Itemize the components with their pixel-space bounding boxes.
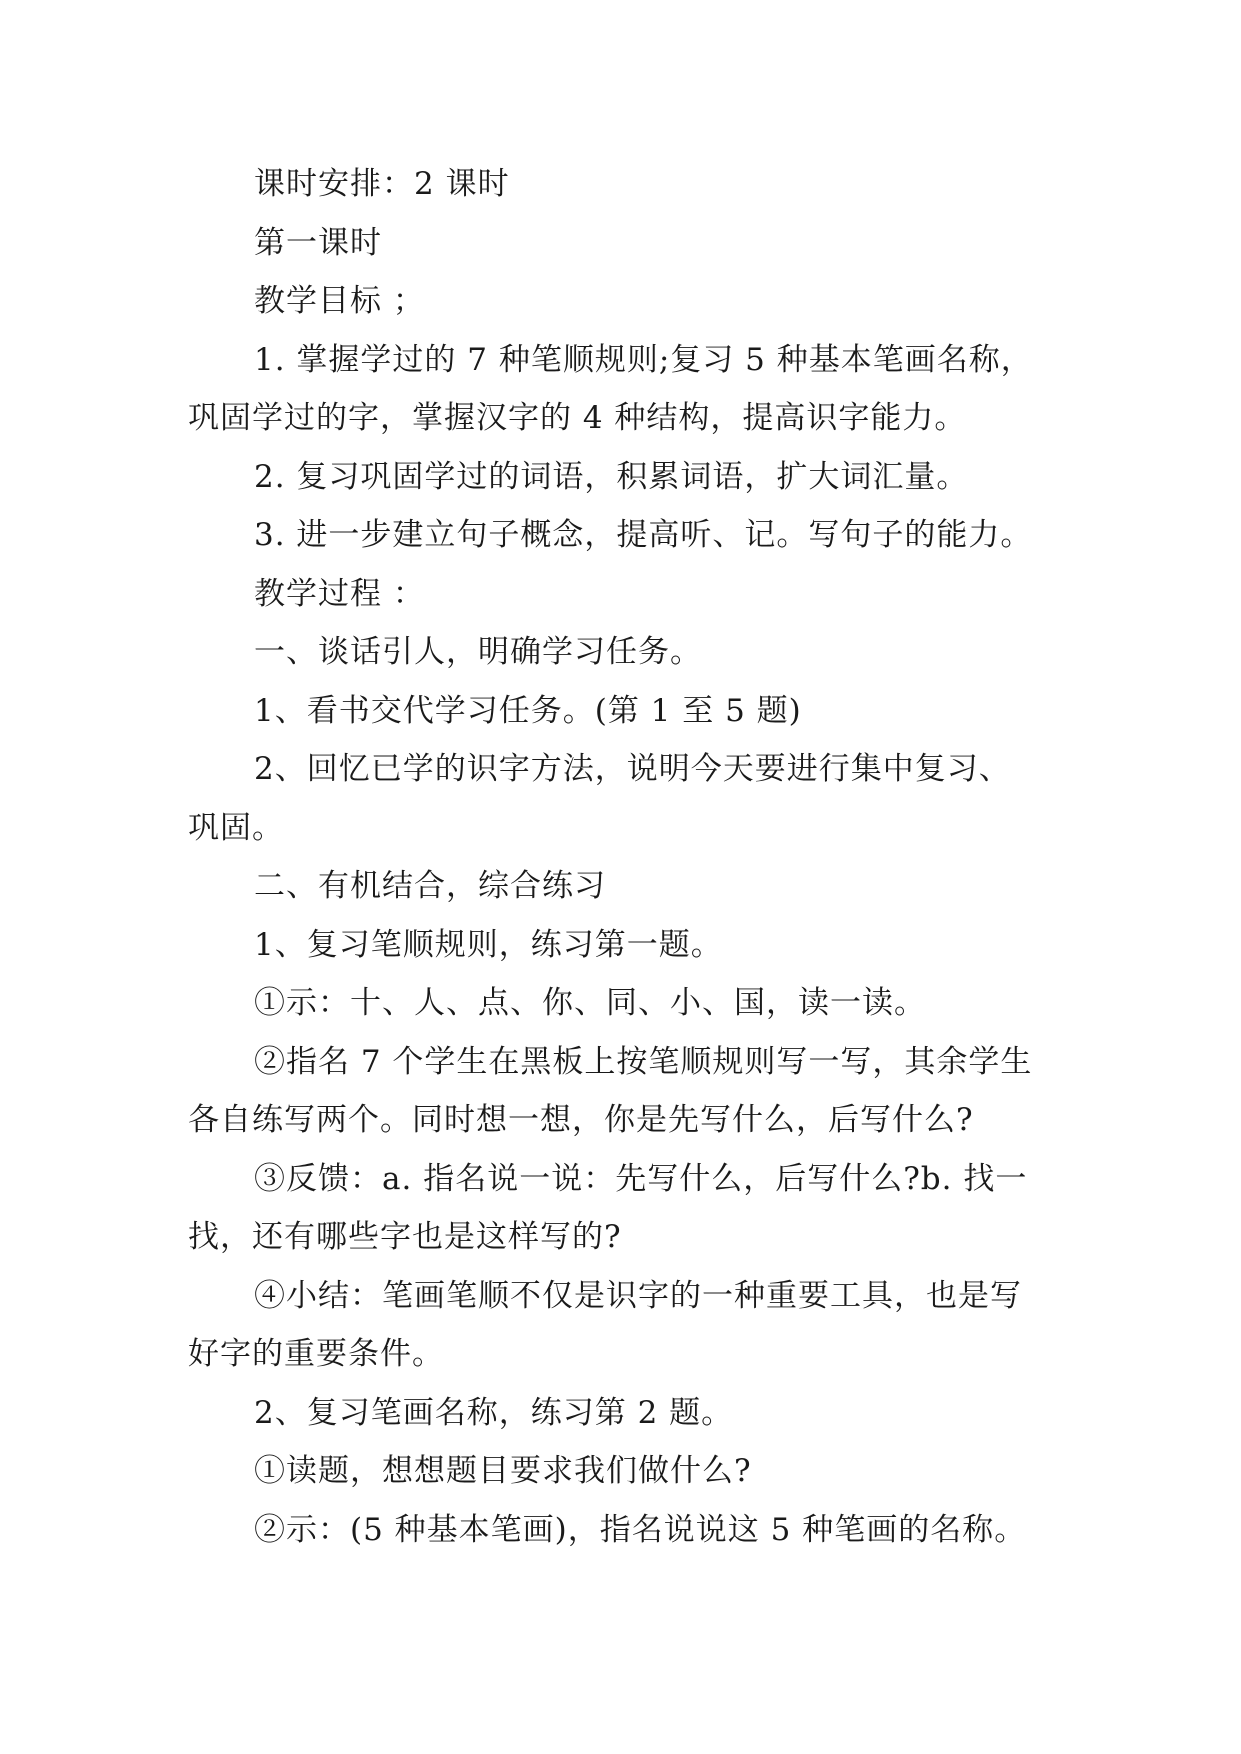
text-line-8: 教学过程 ： (254, 575, 425, 612)
text-line-1: 课时安排：2 课时 (254, 166, 510, 202)
text-line-20: ④小结：笔画笔顺不仅是识字的一种重要工具，也是写 (254, 1277, 1022, 1314)
text-line-2: 第一课时 (254, 224, 382, 261)
text-line-3: 教学目标 ； (254, 283, 425, 319)
text-line-11: 2、回忆已学的识字方法，说明今天要进行集中复习、 (254, 751, 1011, 787)
text-line-18: ③反馈：a. 指名说一说：先写什么，后写什么?b. 找一 (254, 1160, 1028, 1197)
text-line-13: 二、有机结合，综合练习 (254, 868, 606, 904)
text-line-19: 找，还有哪些字也是这样写的? (188, 1219, 622, 1255)
text-line-22: 2、复习笔画名称，练习第 2 题。 (254, 1394, 734, 1431)
text-line-10: 1、看书交代学习任务。(第 1 至 5 题) (254, 692, 802, 729)
text-line-7: 3. 进一步建立句子概念，提高听、记。写句子的能力。 (254, 517, 1033, 553)
text-line-21: 好字的重要条件。 (188, 1336, 444, 1372)
text-line-12: 巩固。 (188, 809, 284, 846)
text-line-9: 一、谈话引人，明确学习任务。 (254, 634, 702, 670)
text-line-16: ②指名 7 个学生在黑板上按笔顺规则写一写，其余学生 (254, 1043, 1033, 1080)
text-line-4: 1. 掌握学过的 7 种笔顺规则;复习 5 种基本笔画名称， (254, 341, 1033, 378)
text-line-15: ①示：十、人、点、你、同、小、国，读一读。 (254, 985, 926, 1021)
text-line-17: 各自练写两个。同时想一想，你是先写什么，后写什么? (188, 1102, 974, 1138)
text-line-23: ①读题，想想题目要求我们做什么? (254, 1453, 752, 1489)
text-line-6: 2. 复习巩固学过的词语，积累词语，扩大词汇量。 (254, 458, 969, 495)
document-body (188, 155, 1088, 1559)
text-line-5: 巩固学过的字，掌握汉字的 4 种结构，提高识字能力。 (188, 400, 967, 436)
text-line-14: 1、复习笔顺规则，练习第一题。 (254, 926, 723, 963)
text-line-24: ②示：(5 种基本笔画)，指名说说这 5 种笔画的名称。 (254, 1511, 1027, 1548)
